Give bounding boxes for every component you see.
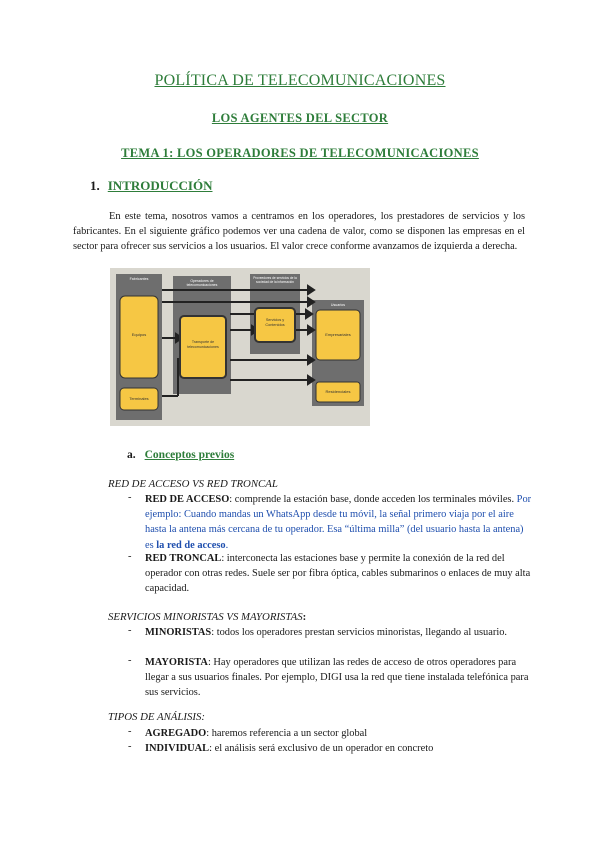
term: INDIVIDUAL — [145, 743, 210, 754]
subsection-number: a. — [127, 449, 136, 461]
list-item-mayorista — [145, 655, 533, 701]
bullet-dash: - — [128, 492, 132, 503]
topic-title: TEMA 1: LOS OPERADORES DE TELECOMUNICACIONES — [121, 146, 479, 160]
list-item-red-troncal — [145, 551, 533, 597]
bullet-dash: - — [128, 655, 132, 666]
servicios-label: Servicios y Contenidos — [265, 318, 285, 327]
example-text: Por ejemplo: Cuando mandas un WhatsApp desde tu móvil, la señal primero viaja por el aire hasta la antena más cercana de tu operador. Esa “última milla” (del usuario hasta la antena) es — [145, 494, 532, 551]
value-chain-diagram — [110, 268, 370, 426]
example-bold: la red de acceso — [156, 539, 226, 551]
document-subtitle: LOS AGENTES DEL SECTOR — [211, 111, 389, 125]
subsection-heading-conceptos — [127, 449, 234, 461]
term: MINORISTAS — [145, 627, 212, 638]
diagram-graphics — [110, 268, 370, 426]
usuarios-header: Usuarios — [330, 303, 346, 307]
list-item-individual — [145, 741, 533, 756]
equipos-box — [120, 296, 158, 378]
intro-paragraph: En este tema, nosotros vamos a centramos en los operadores, los prestadores de servicios y los fabricantes. En el siguiente gráfico podemos ver una cadena de valor, como se disponen las empresas en el sector para ofrecer sus servicios a los usuarios. El valor crece conforme avanzamos de izquierda a derecha. — [73, 211, 525, 253]
arrow-head — [308, 286, 314, 294]
term: RED DE ACCESO — [145, 494, 230, 505]
residenciales-label: Residenciales — [325, 389, 351, 394]
equipos-label: Equipos — [131, 332, 147, 337]
definition: : comprende la estación base, donde acceden los terminales móviles. — [229, 494, 515, 505]
definition: : Hay operadores que utilizan las redes de acceso de otros operadores para llegar a sus usuarios finales. Por ejemplo, DIGI usa la red que tiene instalada telefónica para sus servicios. — [145, 657, 529, 699]
definition: : el análisis será exclusivo de un operador en concreto — [209, 743, 434, 754]
bullet-dash: - — [128, 551, 132, 562]
definition: : todos los operadores prestan servicios minoristas, llegando al usuario. — [211, 627, 508, 638]
arrow-head — [306, 310, 312, 318]
definition: : interconecta las estaciones base y permite la conexión de la red del operador con otras redes. Suele ser por fibra óptica, cables submarinos o enlaces de muy alta capacidad. — [145, 553, 531, 595]
block-title-servicios — [108, 611, 306, 623]
section-title: INTRODUCCIÓN — [107, 178, 213, 193]
term: MAYORISTA — [145, 657, 208, 668]
operadores-header: Operadores de telecomunicaciones — [186, 279, 218, 288]
fabricantes-header: Fabricantes — [129, 277, 149, 281]
document-title: POLÍTICA DE TELECOMUNICACIONES — [154, 72, 446, 89]
proveedores-header: Proveedores de servicios de la sociedad de la información — [253, 276, 297, 284]
subsection-title: Conceptos previos — [144, 449, 235, 461]
term: RED TRONCAL — [145, 553, 222, 564]
block-title-analisis: TIPOS DE ANÁLISIS: — [108, 711, 205, 723]
list-item-red-acceso — [145, 492, 533, 553]
list-item-minoristas — [145, 625, 533, 640]
terminales-label: Terminales — [129, 396, 149, 401]
definition: : haremos referencia a un sector global — [206, 728, 368, 739]
list-item-agregado — [145, 726, 533, 741]
bullet-dash: - — [128, 726, 132, 737]
bullet-dash: - — [128, 625, 132, 636]
term: AGREGADO — [145, 728, 207, 739]
block-title-colon: : — [302, 611, 307, 623]
transporte-label: Transporte de telecomunicaciones — [187, 340, 219, 349]
example-end: . — [225, 539, 229, 551]
section-heading-introduccion — [90, 178, 212, 194]
section-number: 1. — [90, 178, 100, 193]
block-title-red: RED DE ACCESO VS RED TRONCAL — [108, 478, 278, 490]
empresariales-label: Empresariales — [325, 332, 351, 337]
block-title-text: SERVICIOS MINORISTAS VS MAYORISTAS — [108, 611, 303, 623]
bullet-dash: - — [128, 741, 132, 752]
